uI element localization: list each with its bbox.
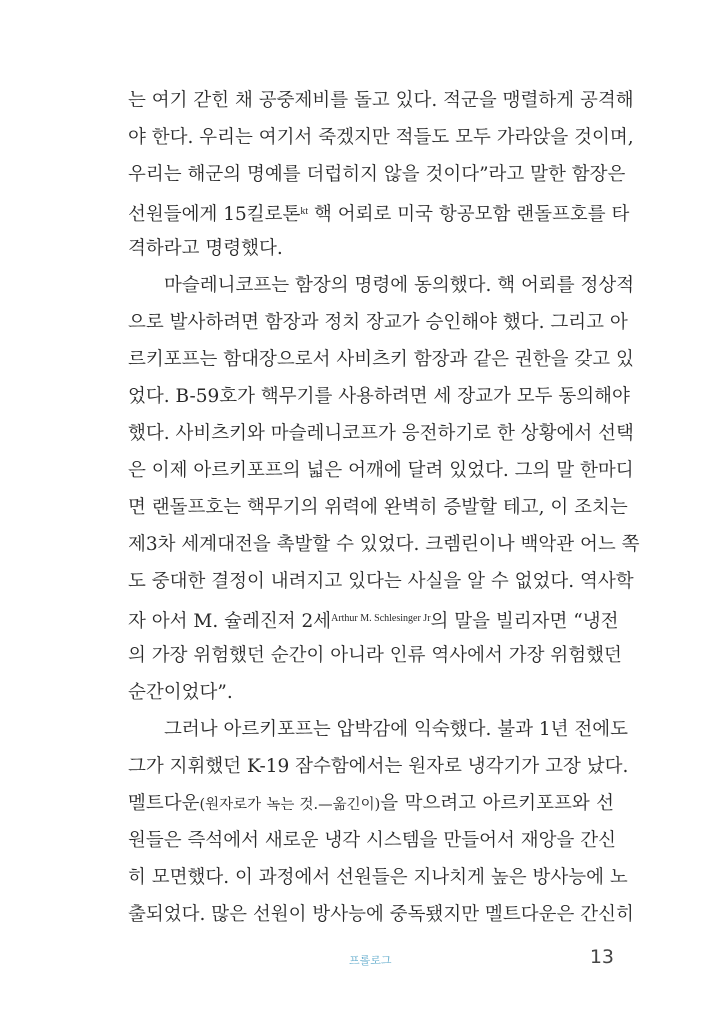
line-text: 순간이었다”. — [128, 682, 233, 703]
line-text: 그러나 아르키포프는 압박감에 익숙했다. 불과 1년 전에도 — [164, 719, 628, 740]
text-line — [128, 454, 634, 491]
text-line — [128, 713, 628, 750]
translator-note: (원자로가 녹는 것.—옮긴이) — [199, 797, 381, 813]
text-line — [128, 750, 629, 787]
line-text: 출되었다. 많은 선원이 방사능에 중독됐지만 멜트다운은 간신히 — [128, 904, 634, 925]
text-line — [128, 195, 630, 232]
line-text: 마슬레니코프는 함장의 명령에 동의했다. 핵 어뢰를 정상적 — [164, 275, 635, 296]
text-line — [128, 787, 614, 824]
line-text: 의 가장 위험했던 순간이 아니라 인류 역사에서 가장 위험했던 — [128, 645, 622, 666]
line-text: 도 중대한 결정이 내려지고 있다는 사실을 알 수 없었다. 역사학 — [128, 571, 634, 592]
line-text: 었다. B-59호가 핵무기를 사용하려면 세 장교가 모두 동의해야 — [128, 386, 630, 407]
text-line — [128, 528, 640, 565]
text-line — [128, 417, 634, 454]
line-text: 으로 발사하려면 함장과 정치 장교가 승인해야 했다. 그리고 아 — [128, 312, 628, 333]
line-text: 선원들에게 15킬로톤 — [128, 204, 301, 225]
text-line — [128, 343, 634, 380]
line-text: 멜트다운 — [128, 793, 200, 814]
text-line — [128, 491, 628, 528]
text-line — [128, 232, 614, 269]
text-line — [128, 676, 614, 713]
text-line — [128, 121, 634, 158]
superscript-annotation: Arthur M. Schlesinger Jr — [331, 613, 431, 624]
line-text: 했다. 사비츠키와 마슬레니코프가 응전하기로 한 상황에서 선택 — [128, 423, 634, 444]
line-text: 는 여기 갇힌 채 공중제비를 돌고 있다. 적군을 맹렬하게 공격해 — [128, 90, 634, 111]
line-text-continued: 의 말을 빌리자면 “냉전 — [430, 611, 619, 632]
line-text: 면 랜돌프호는 핵무기의 위력에 완벽히 증발할 테고, 이 조치는 — [128, 497, 628, 518]
line-text-continued: 핵 어뢰로 미국 항공모함 랜돌프호를 타 — [308, 204, 630, 225]
text-line — [128, 861, 628, 898]
line-text: 제3차 세계대전을 촉발할 수 있었다. 크렘린이나 백악관 어느 쪽 — [128, 534, 640, 555]
line-text: 격하라고 명령했다. — [128, 238, 283, 259]
text-line — [128, 306, 628, 343]
line-text: 야 한다. 우리는 여기서 죽겠지만 적들도 모두 가라앉을 것이며, — [128, 127, 634, 148]
line-text: 은 이제 아르키포프의 넓은 어깨에 달려 있었다. 그의 말 한마디 — [128, 460, 634, 481]
page-number: 13 — [589, 946, 614, 968]
line-text: 우리는 해군의 명예를 더럽히지 않을 것이다”라고 말한 함장은 — [128, 164, 626, 185]
superscript-annotation: kt — [300, 206, 309, 217]
text-line — [128, 380, 630, 417]
text-line — [128, 639, 622, 676]
running-footer-title: 프롤로그 — [349, 954, 392, 967]
line-text: 그가 지휘했던 K-19 잠수함에서는 원자로 냉각기가 고장 났다. — [128, 756, 629, 777]
text-line — [128, 898, 634, 935]
text-line — [128, 565, 634, 602]
text-line — [128, 602, 619, 639]
line-text-continued: 을 막으려고 아르키포프와 선 — [380, 793, 614, 814]
text-line — [128, 824, 614, 861]
body-text — [128, 84, 640, 935]
text-line — [128, 269, 635, 306]
line-text: 자 아서 M. 슐레진저 2세 — [128, 611, 332, 632]
text-line — [128, 84, 634, 121]
line-text: 르키포프는 함대장으로서 사비츠키 함장과 같은 권한을 갖고 있 — [128, 349, 634, 370]
text-line — [128, 158, 626, 195]
line-text: 히 모면했다. 이 과정에서 선원들은 지나치게 높은 방사능에 노 — [128, 867, 628, 888]
line-text: 원들은 즉석에서 새로운 냉각 시스템을 만들어서 재앙을 간신 — [128, 830, 616, 851]
